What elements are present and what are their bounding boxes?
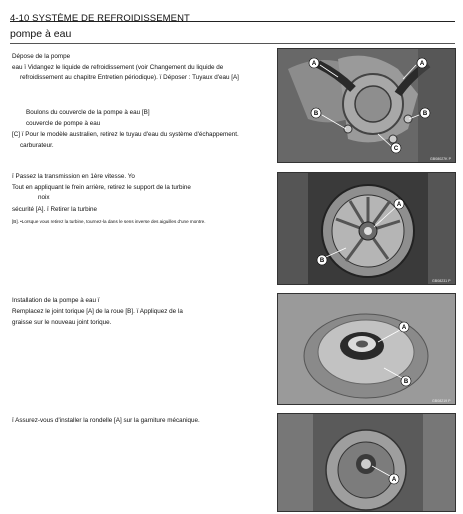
callout-label: A: [419, 61, 425, 68]
step1-line: carburateur.: [20, 142, 54, 149]
step3-line: graisse sur le nouveau joint torique.: [12, 319, 112, 326]
step2-line: Tout en appliquant le frein arrière, retirez le support de la turbine: [12, 184, 191, 191]
photo-code: GB08219 P: [432, 399, 451, 403]
callout-label: B: [403, 379, 409, 386]
step2-note: [B]. •Lorsque vous retirez la turbine, tournez-la dans le sens inverse des aiguilles d'une montre.: [12, 219, 206, 224]
photo-code: GB08027K P: [430, 157, 451, 161]
callout-label: A: [391, 477, 397, 484]
callout-label: A: [396, 202, 402, 209]
step1-heading: Dépose de la pompe: [12, 53, 71, 60]
step1-line: refroidissement au chapitre Entretien périodique). ï Déposer : Tuyaux d'eau [A]: [20, 74, 239, 81]
callout-label: A: [401, 325, 407, 332]
step4-line: ï Assurez-vous d'installer la rondelle [A] sur la garniture mécanique.: [12, 417, 200, 424]
section-title: pompe à eau: [10, 28, 72, 40]
page-header: [10, 8, 455, 22]
callout-label: C: [393, 146, 399, 153]
header-title: 4-10 SYSTÈME DE REFROIDISSEMENT: [10, 13, 190, 24]
step1-line: [C] ï Pour le modèle australien, retirez le tuyau d'eau du système d'échappement.: [12, 131, 239, 138]
step2-line: noix: [38, 194, 50, 201]
photo-pump-cover: [277, 48, 456, 163]
step2-line: ï Passez la transmission en 1ère vitesse. Yo: [12, 173, 135, 180]
step3-heading: Installation de la pompe à eau ï: [12, 297, 100, 304]
callout-label: A: [311, 61, 317, 68]
callout-label: B: [319, 258, 325, 265]
step1-line: couvercle de pompe à eau: [26, 120, 101, 127]
step3-line: Remplacez le joint torique [A] de la roue [B]. ï Appliquez de la: [12, 308, 183, 315]
photo-washer: [277, 413, 456, 512]
photo-code: GB08231 P: [432, 279, 451, 283]
step1-line: eau ï Vidangez le liquide de refroidissement (voir Changement du liquide de: [12, 64, 224, 71]
photo-o-ring: [277, 293, 456, 405]
step1-line: Boulons du couvercle de la pompe à eau [B]: [26, 109, 150, 116]
callout-label: B: [422, 111, 428, 118]
callout-label: B: [313, 111, 319, 118]
photo-impeller: [277, 172, 456, 285]
step2-line: sécurité [A]. ï Retirer la turbine: [12, 206, 98, 213]
section-divider: [10, 43, 455, 44]
